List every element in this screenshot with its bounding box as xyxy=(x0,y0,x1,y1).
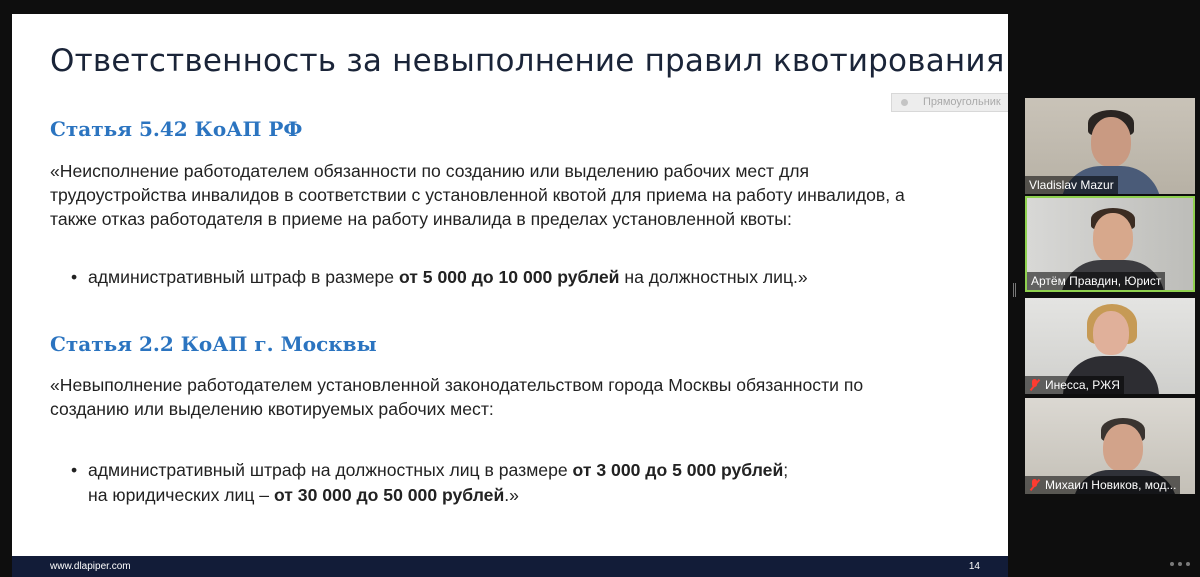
shape-name-label: Прямоугольник xyxy=(923,96,1001,108)
paragraph-line: трудоустройства инвалидов в соответствии с установленной квотой для приема на работу инвалидов, а xyxy=(50,185,905,205)
mic-muted-icon xyxy=(1029,479,1040,491)
article-2-paragraph xyxy=(50,373,990,421)
bullet-dot-icon: • xyxy=(71,460,78,480)
participant-video xyxy=(1093,311,1129,355)
bullet-text: .» xyxy=(504,485,519,505)
bullet-text: административный штраф на должностных лиц в размере xyxy=(88,460,573,480)
bullet-text: ; xyxy=(783,460,789,480)
participant-name xyxy=(1025,476,1180,494)
participant-name-text: Инесса, РЖЯ xyxy=(1045,378,1120,392)
participant-tile-active-speaker[interactable] xyxy=(1025,196,1195,292)
participant-video xyxy=(1103,424,1143,472)
participant-name xyxy=(1027,272,1165,290)
page-number: 14 xyxy=(968,561,980,572)
participant-name xyxy=(1025,376,1124,394)
participant-tile[interactable] xyxy=(1025,298,1195,394)
article-2-bullet xyxy=(71,458,988,508)
participant-name-text: Михаил Новиков, мод... xyxy=(1045,478,1177,492)
participant-video xyxy=(1093,213,1133,263)
shape-name-tag xyxy=(891,93,1008,112)
bullet-dot-icon: • xyxy=(71,267,78,287)
article-heading-2: Статья 2.2 КоАП г. Москвы xyxy=(50,332,377,356)
slide-title: Ответственность за невыполнение правил квотирования xyxy=(50,43,1005,79)
bullet-line xyxy=(88,483,988,508)
mic-muted-icon xyxy=(1029,379,1040,391)
presentation-slide xyxy=(12,14,1008,577)
footer-url: www.dlapiper.com xyxy=(50,561,131,572)
participant-name-text: Артём Правдин, Юрист xyxy=(1031,274,1162,288)
bullet-text: на юридических лиц – xyxy=(88,485,274,505)
article-heading-1: Статья 5.42 КоАП РФ xyxy=(50,117,303,141)
paragraph-line: также отказ работодателя в приеме на работу инвалида в пределах установленной квоты: xyxy=(50,209,792,229)
more-participants-icon[interactable] xyxy=(1166,555,1194,573)
shape-dot-icon xyxy=(901,99,908,106)
panel-resize-handle[interactable] xyxy=(1013,283,1016,297)
participant-tile[interactable] xyxy=(1025,98,1195,194)
article-1-paragraph xyxy=(50,159,990,231)
paragraph-line: созданию или выделению квотируемых рабочих мест: xyxy=(50,399,494,419)
slide-footer xyxy=(12,556,1008,577)
bullet-text: на должностных лиц.» xyxy=(619,267,808,287)
fine-amount: от 5 000 до 10 000 рублей xyxy=(398,267,620,287)
bullet-line xyxy=(88,458,988,483)
paragraph-line: «Неисполнение работодателем обязанности по созданию или выделению рабочих мест для xyxy=(50,161,810,181)
participant-name xyxy=(1025,176,1118,194)
participant-video xyxy=(1091,117,1131,167)
participant-name-text: Vladislav Mazur xyxy=(1029,178,1114,192)
fine-amount: от 3 000 до 5 000 рублей xyxy=(572,460,784,480)
fine-amount: от 30 000 до 50 000 рублей xyxy=(273,485,505,505)
article-1-bullet xyxy=(71,265,988,290)
paragraph-line: «Невыполнение работодателем установленной законодательством города Москвы обязанности по xyxy=(50,375,864,395)
participant-tile[interactable] xyxy=(1025,398,1195,494)
bullet-text: административный штраф в размере xyxy=(88,267,399,287)
